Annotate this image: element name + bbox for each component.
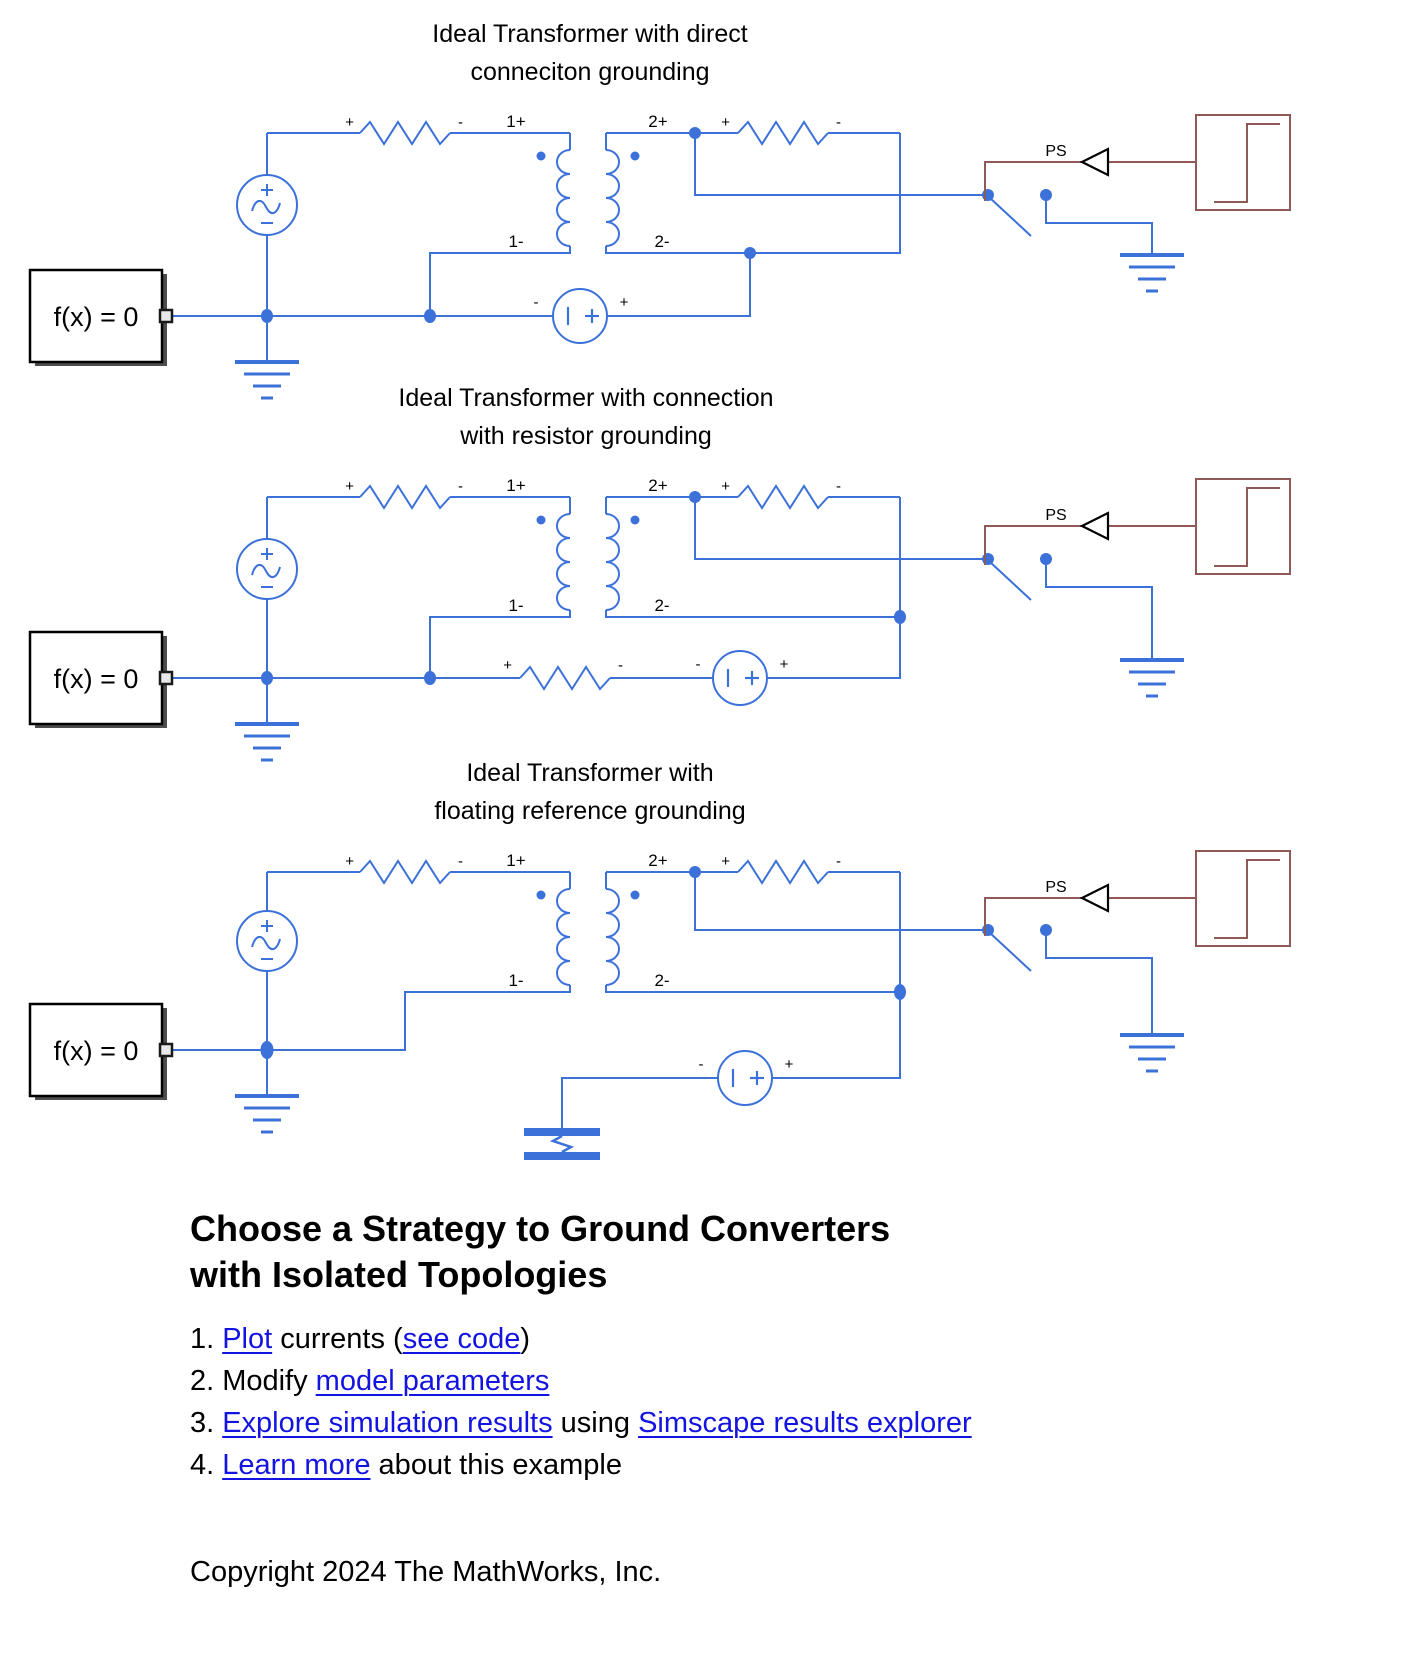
svg-text:-: - xyxy=(836,114,841,131)
doc-link[interactable]: see code xyxy=(402,1323,521,1355)
svg-text:1+: 1+ xyxy=(506,851,526,870)
doc-heading xyxy=(190,1206,1090,1298)
source-ground-icon[interactable] xyxy=(235,724,299,760)
doc-link[interactable]: Simscape results explorer xyxy=(638,1407,972,1439)
resistor-source[interactable] xyxy=(360,122,450,144)
instruction-text: using xyxy=(552,1407,639,1439)
switch-right-node xyxy=(1040,553,1052,565)
junction-dots xyxy=(261,127,1052,323)
doc-link[interactable]: Learn more xyxy=(222,1449,371,1481)
switch-left-node xyxy=(982,924,994,936)
svg-text:+: + xyxy=(503,657,512,674)
solver-block[interactable] xyxy=(30,270,172,366)
scope-block[interactable] xyxy=(1196,115,1290,210)
svg-text:-: - xyxy=(533,294,539,311)
instruction-text: Modify xyxy=(222,1365,316,1397)
svg-text:-: - xyxy=(458,853,463,870)
terminal-labels xyxy=(345,851,841,1073)
doc-link[interactable]: Plot xyxy=(222,1323,273,1355)
junction-dots xyxy=(261,491,1052,685)
ps-converter-label: PS xyxy=(1045,143,1067,160)
right-ground-icon[interactable] xyxy=(1120,1035,1184,1071)
svg-text:2-: 2- xyxy=(654,971,670,990)
source-ground-icon[interactable] xyxy=(235,362,299,398)
copyright-text: Copyright 2024 The MathWorks, Inc. xyxy=(190,1556,662,1588)
circuit-resistor-grounding xyxy=(30,384,1290,760)
instruction-item xyxy=(190,1444,972,1486)
phase-dot-primary xyxy=(537,516,546,525)
instruction-text: currents ( xyxy=(272,1323,403,1355)
svg-text:-: - xyxy=(458,114,463,131)
doc-link[interactable]: Explore simulation results xyxy=(222,1407,553,1439)
svg-text:2+: 2+ xyxy=(648,476,668,495)
ps-signal-wires[interactable] xyxy=(985,898,1196,936)
svg-text:+: + xyxy=(619,294,629,311)
resistor-grounding[interactable] xyxy=(520,667,610,689)
source-ground-icon[interactable] xyxy=(235,1096,299,1132)
svg-text:-: - xyxy=(458,478,463,495)
ps-signal-wires[interactable] xyxy=(985,162,1196,201)
circuit-title-line1: Ideal Transformer with connection xyxy=(398,384,774,412)
instruction-number: 2. xyxy=(190,1365,215,1397)
doc-link[interactable]: model parameters xyxy=(315,1365,550,1397)
solver-label: f(x) = 0 xyxy=(53,1036,139,1066)
ps-converter-label: PS xyxy=(1045,507,1067,524)
svg-text:1+: 1+ xyxy=(506,112,526,131)
phase-dot-secondary xyxy=(631,152,640,161)
circuit-title-line2: conneciton grounding xyxy=(470,58,710,86)
svg-text:+: + xyxy=(345,478,354,495)
phase-dot-primary xyxy=(537,152,546,161)
svg-text:+: + xyxy=(721,114,730,131)
switch-blade[interactable] xyxy=(990,198,1031,236)
svg-text:2+: 2+ xyxy=(648,851,668,870)
svg-text:-: - xyxy=(695,656,701,673)
ps-signal-wires[interactable] xyxy=(985,526,1196,565)
instruction-text: ) xyxy=(520,1323,531,1355)
instruction-number: 1. xyxy=(190,1323,215,1355)
solver-label: f(x) = 0 xyxy=(53,664,139,694)
instruction-number: 4. xyxy=(190,1449,215,1481)
phase-dot-primary xyxy=(537,891,546,900)
switch-blade[interactable] xyxy=(990,933,1031,971)
doc-heading-line1: Choose a Strategy to Ground Converters xyxy=(190,1208,891,1249)
circuit-title-line1: Ideal Transformer with direct xyxy=(432,20,748,48)
right-ground-icon[interactable] xyxy=(1120,660,1184,696)
junction-dots xyxy=(261,866,1053,1059)
doc-heading-line2: with Isolated Topologies xyxy=(190,1254,608,1295)
switch-left-node xyxy=(982,189,994,201)
switch-left-node xyxy=(982,553,994,565)
svg-text:1-: 1- xyxy=(508,232,524,251)
svg-text:-: - xyxy=(618,657,623,674)
switch-right-node xyxy=(1040,189,1052,201)
instruction-number: 3. xyxy=(190,1407,215,1439)
switch-right-node xyxy=(1040,924,1052,936)
right-ground-icon[interactable] xyxy=(1120,255,1184,291)
instruction-text: about this example xyxy=(370,1449,622,1481)
current-sensor[interactable] xyxy=(713,651,767,705)
conserving-port[interactable] xyxy=(160,1044,172,1056)
electrical-wires[interactable] xyxy=(172,861,1152,1128)
svg-text:1-: 1- xyxy=(508,596,524,615)
ac-voltage-source[interactable] xyxy=(237,175,297,235)
instruction-item xyxy=(190,1402,972,1444)
svg-text:2-: 2- xyxy=(654,232,670,251)
svg-text:-: - xyxy=(836,478,841,495)
ps-converter-icon[interactable] xyxy=(1082,885,1108,911)
svg-text:2-: 2- xyxy=(654,596,670,615)
solver-block[interactable] xyxy=(30,632,172,728)
ac-voltage-source[interactable] xyxy=(237,911,297,971)
current-sensor[interactable] xyxy=(718,1051,772,1105)
instruction-list xyxy=(190,1318,972,1486)
floating-reference-ground-icon[interactable] xyxy=(524,1128,600,1160)
ps-converter-icon[interactable] xyxy=(1082,149,1108,175)
resistor-load[interactable] xyxy=(738,122,828,144)
solver-block[interactable] xyxy=(30,1004,172,1100)
svg-text:2+: 2+ xyxy=(648,112,668,131)
solver-label: f(x) = 0 xyxy=(53,302,139,332)
terminal-labels xyxy=(345,476,841,674)
phase-dot-secondary xyxy=(631,516,640,525)
svg-text:+: + xyxy=(345,853,354,870)
svg-text:1+: 1+ xyxy=(506,476,526,495)
svg-text:1-: 1- xyxy=(508,971,524,990)
svg-text:+: + xyxy=(345,114,354,131)
resistor-load[interactable] xyxy=(738,486,828,508)
resistor-source[interactable] xyxy=(360,861,450,883)
ac-voltage-source[interactable] xyxy=(237,539,297,599)
circuit-direct-grounding xyxy=(30,20,1290,398)
switch-blade[interactable] xyxy=(990,562,1031,600)
resistor-load[interactable] xyxy=(738,861,828,883)
svg-text:-: - xyxy=(698,1056,704,1073)
circuit-title-line1: Ideal Transformer with xyxy=(466,759,714,787)
conserving-port[interactable] xyxy=(160,672,172,684)
current-sensor[interactable] xyxy=(553,289,607,343)
instruction-item xyxy=(190,1318,972,1360)
phase-dot-secondary xyxy=(631,891,640,900)
instruction-item xyxy=(190,1360,972,1402)
scope-block[interactable] xyxy=(1196,851,1290,946)
svg-text:+: + xyxy=(779,656,789,673)
ps-converter-icon[interactable] xyxy=(1082,513,1108,539)
svg-text:+: + xyxy=(721,853,730,870)
conserving-port[interactable] xyxy=(160,310,172,322)
svg-text:-: - xyxy=(836,853,841,870)
circuit-floating-reference-grounding xyxy=(30,759,1290,1160)
circuit-title-line2: floating reference grounding xyxy=(434,797,746,825)
circuit-title-line2: with resistor grounding xyxy=(460,422,712,450)
svg-text:+: + xyxy=(721,478,730,495)
resistor-source[interactable] xyxy=(360,486,450,508)
ps-converter-label: PS xyxy=(1045,879,1067,896)
scope-block[interactable] xyxy=(1196,479,1290,574)
svg-text:+: + xyxy=(784,1056,794,1073)
terminal-labels xyxy=(345,112,841,311)
